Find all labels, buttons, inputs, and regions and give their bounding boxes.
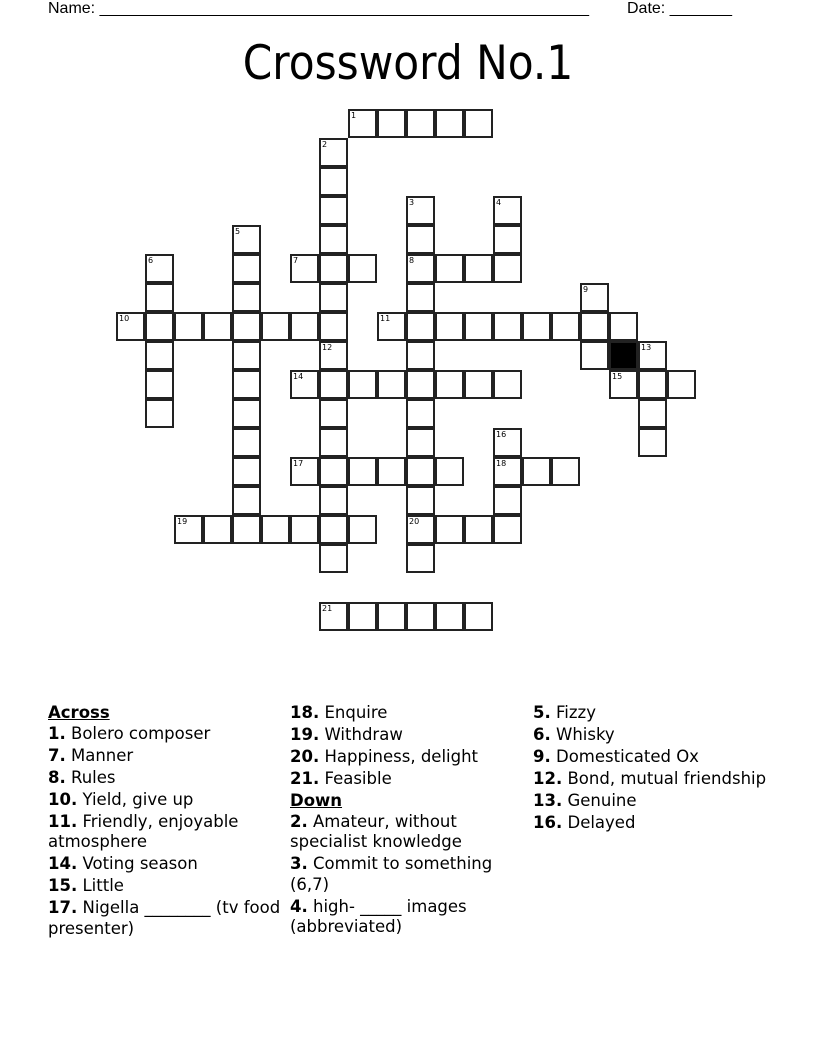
black-cell bbox=[609, 341, 638, 370]
grid-cell[interactable] bbox=[493, 225, 522, 254]
grid-cell[interactable] bbox=[174, 312, 203, 341]
grid-cell[interactable] bbox=[116, 312, 145, 341]
grid-cell[interactable] bbox=[232, 254, 261, 283]
grid-cell[interactable] bbox=[406, 428, 435, 457]
clue-across-17 bbox=[48, 898, 283, 939]
grid-cell[interactable] bbox=[290, 457, 319, 486]
grid-cell[interactable] bbox=[232, 457, 261, 486]
clue-across-11 bbox=[48, 812, 283, 853]
grid-cell[interactable] bbox=[145, 399, 174, 428]
grid-cell[interactable] bbox=[319, 312, 348, 341]
clue-number: 12. bbox=[533, 769, 563, 788]
clue-number: 16. bbox=[533, 813, 563, 832]
across-heading: Across bbox=[48, 703, 110, 722]
grid-cell[interactable] bbox=[319, 254, 348, 283]
grid-cell[interactable] bbox=[493, 486, 522, 515]
grid-cell[interactable] bbox=[232, 312, 261, 341]
clue-down-4 bbox=[290, 897, 525, 938]
cell-number: 19 bbox=[177, 517, 188, 526]
clue-number: 17. bbox=[48, 898, 78, 917]
clue-number: 11. bbox=[48, 811, 78, 831]
clue-number: 2. bbox=[290, 811, 308, 831]
grid-cell[interactable] bbox=[319, 283, 348, 312]
clue-down-2 bbox=[290, 812, 525, 853]
cell-number: 18 bbox=[496, 459, 507, 468]
cell-number: 9 bbox=[583, 285, 589, 294]
grid-cell[interactable] bbox=[551, 457, 580, 486]
grid-cell[interactable] bbox=[580, 312, 609, 341]
grid-cell[interactable] bbox=[493, 515, 522, 544]
clue-number: 10. bbox=[48, 789, 78, 809]
clue-across-21 bbox=[290, 769, 525, 790]
grid-cell[interactable] bbox=[348, 254, 377, 283]
cell-number: 11 bbox=[380, 314, 391, 323]
grid-cell[interactable] bbox=[435, 602, 464, 631]
grid-cell[interactable] bbox=[232, 283, 261, 312]
grid-cell[interactable] bbox=[435, 370, 464, 399]
grid-cell[interactable] bbox=[493, 457, 522, 486]
grid-cell[interactable] bbox=[232, 515, 261, 544]
grid-cell[interactable] bbox=[377, 602, 406, 631]
clue-number: 7. bbox=[48, 745, 66, 765]
clue-down-6 bbox=[533, 725, 768, 746]
cell-number: 7 bbox=[293, 256, 299, 265]
grid-cell[interactable] bbox=[319, 138, 348, 167]
grid-cell[interactable] bbox=[348, 515, 377, 544]
clue-text: Feasible bbox=[324, 769, 392, 788]
clue-text: Amateur, without specialist knowledge bbox=[290, 811, 462, 851]
grid-cell[interactable] bbox=[609, 370, 638, 399]
grid-cell[interactable] bbox=[464, 312, 493, 341]
grid-cell[interactable] bbox=[522, 312, 551, 341]
grid-cell[interactable] bbox=[493, 196, 522, 225]
clue-number: 21. bbox=[290, 769, 320, 788]
grid-cell[interactable] bbox=[406, 312, 435, 341]
grid-cell[interactable] bbox=[493, 370, 522, 399]
clues-column-1 bbox=[48, 703, 283, 941]
clues-column-3 bbox=[533, 703, 768, 835]
grid-cell[interactable] bbox=[348, 109, 377, 138]
clue-across-15 bbox=[48, 876, 283, 897]
grid-cell[interactable] bbox=[406, 254, 435, 283]
grid-cell[interactable] bbox=[319, 399, 348, 428]
grid-cell[interactable] bbox=[464, 109, 493, 138]
grid-cell[interactable] bbox=[406, 109, 435, 138]
clue-text: Bolero composer bbox=[71, 723, 211, 743]
grid-cell[interactable] bbox=[290, 254, 319, 283]
cell-number: 10 bbox=[119, 314, 130, 323]
grid-cell[interactable] bbox=[232, 341, 261, 370]
grid-cell[interactable] bbox=[406, 602, 435, 631]
clue-number: 6. bbox=[533, 725, 551, 744]
grid-cell[interactable] bbox=[406, 225, 435, 254]
clue-across-18 bbox=[290, 703, 525, 724]
grid-cell[interactable] bbox=[638, 428, 667, 457]
grid-cell[interactable] bbox=[551, 312, 580, 341]
clue-text: Voting season bbox=[82, 854, 198, 873]
grid-cell[interactable] bbox=[638, 341, 667, 370]
clue-text: Genuine bbox=[567, 791, 637, 810]
clue-text: Friendly, enjoyable atmosphere bbox=[48, 811, 239, 851]
clue-number: 1. bbox=[48, 723, 66, 743]
grid-cell[interactable] bbox=[145, 370, 174, 399]
cell-number: 2 bbox=[322, 140, 328, 149]
clue-text: Fizzy bbox=[556, 703, 596, 722]
clue-number: 13. bbox=[533, 791, 563, 810]
grid-cell[interactable] bbox=[464, 602, 493, 631]
clue-text: Manner bbox=[71, 745, 134, 765]
grid-cell[interactable] bbox=[638, 370, 667, 399]
grid-cell[interactable] bbox=[261, 515, 290, 544]
grid-cell[interactable] bbox=[319, 457, 348, 486]
grid-cell[interactable] bbox=[667, 370, 696, 399]
clue-text: Little bbox=[82, 876, 124, 895]
grid-cell[interactable] bbox=[377, 370, 406, 399]
clue-across-7 bbox=[48, 746, 283, 767]
clue-text: high- _____ images (abbreviated) bbox=[290, 896, 467, 936]
clue-text: Whisky bbox=[556, 725, 615, 744]
cell-number: 5 bbox=[235, 227, 241, 236]
clue-number: 5. bbox=[533, 703, 551, 722]
grid-cell[interactable] bbox=[319, 225, 348, 254]
grid-cell[interactable] bbox=[203, 312, 232, 341]
clue-text: Happiness, delight bbox=[324, 747, 479, 766]
cell-number: 6 bbox=[148, 256, 154, 265]
grid-cell[interactable] bbox=[348, 457, 377, 486]
grid-cell[interactable] bbox=[145, 312, 174, 341]
grid-cell[interactable] bbox=[232, 399, 261, 428]
grid-cell[interactable] bbox=[203, 515, 232, 544]
date-field[interactable]: Date: _______ bbox=[627, 0, 732, 17]
grid-cell[interactable] bbox=[522, 457, 551, 486]
clue-text: Nigella ________ (tv food presenter) bbox=[48, 898, 281, 938]
clue-number: 4. bbox=[290, 896, 308, 916]
grid-cell[interactable] bbox=[290, 370, 319, 399]
grid-cell[interactable] bbox=[319, 544, 348, 573]
clue-number: 8. bbox=[48, 767, 66, 787]
grid-cell[interactable] bbox=[406, 370, 435, 399]
grid-cell[interactable] bbox=[435, 109, 464, 138]
clue-text: Withdraw bbox=[324, 725, 403, 744]
clue-down-5 bbox=[533, 703, 768, 724]
grid-cell[interactable] bbox=[232, 428, 261, 457]
grid-cell[interactable] bbox=[609, 312, 638, 341]
grid-cell[interactable] bbox=[493, 312, 522, 341]
grid-cell[interactable] bbox=[319, 515, 348, 544]
grid-cell[interactable] bbox=[290, 312, 319, 341]
clue-text: Enquire bbox=[324, 703, 388, 722]
grid-cell[interactable] bbox=[232, 225, 261, 254]
page-title: Crossword No.1 bbox=[242, 36, 574, 91]
clue-across-1 bbox=[48, 724, 283, 745]
grid-cell[interactable] bbox=[493, 428, 522, 457]
clue-text: Delayed bbox=[567, 813, 636, 832]
grid-cell[interactable] bbox=[406, 457, 435, 486]
grid-cell[interactable] bbox=[261, 312, 290, 341]
cell-number: 16 bbox=[496, 430, 507, 439]
clue-down-16 bbox=[533, 813, 768, 834]
grid-cell[interactable] bbox=[435, 312, 464, 341]
clue-number: 18. bbox=[290, 703, 320, 722]
grid-cell[interactable] bbox=[406, 486, 435, 515]
clue-text: Domesticated Ox bbox=[556, 747, 699, 766]
down-heading: Down bbox=[290, 791, 343, 810]
grid-cell[interactable] bbox=[406, 515, 435, 544]
cell-number: 4 bbox=[496, 198, 502, 207]
grid-cell[interactable] bbox=[377, 457, 406, 486]
grid-cell[interactable] bbox=[580, 283, 609, 312]
name-field[interactable]: Name: _______________________________________________________ bbox=[48, 0, 589, 17]
cell-number: 17 bbox=[293, 459, 304, 468]
clue-number: 20. bbox=[290, 747, 320, 766]
grid-cell[interactable] bbox=[174, 515, 203, 544]
grid-cell[interactable] bbox=[348, 370, 377, 399]
clue-text: Yield, give up bbox=[82, 789, 194, 809]
clue-across-19 bbox=[290, 725, 525, 746]
grid-cell[interactable] bbox=[580, 341, 609, 370]
grid-cell[interactable] bbox=[406, 399, 435, 428]
clue-across-8 bbox=[48, 768, 283, 789]
clue-number: 19. bbox=[290, 725, 320, 744]
grid-cell[interactable] bbox=[464, 515, 493, 544]
grid-cell[interactable] bbox=[290, 515, 319, 544]
clue-across-10 bbox=[48, 790, 283, 811]
grid-cell[interactable] bbox=[319, 486, 348, 515]
grid-cell[interactable] bbox=[406, 283, 435, 312]
grid-cell[interactable] bbox=[464, 370, 493, 399]
grid-cell[interactable] bbox=[319, 370, 348, 399]
grid-cell[interactable] bbox=[319, 341, 348, 370]
cell-number: 12 bbox=[322, 343, 333, 352]
grid-cell[interactable] bbox=[406, 341, 435, 370]
grid-cell[interactable] bbox=[435, 457, 464, 486]
clue-down-3 bbox=[290, 854, 525, 895]
grid-cell[interactable] bbox=[377, 312, 406, 341]
grid-cell[interactable] bbox=[406, 196, 435, 225]
cell-number: 14 bbox=[293, 372, 304, 381]
cell-number: 13 bbox=[641, 343, 652, 352]
cell-number: 8 bbox=[409, 256, 415, 265]
clue-text: Bond, mutual friendship bbox=[567, 769, 767, 788]
cell-number: 1 bbox=[351, 111, 357, 120]
grid-cell[interactable] bbox=[435, 515, 464, 544]
grid-cell[interactable] bbox=[319, 428, 348, 457]
cell-number: 15 bbox=[612, 372, 623, 381]
clue-down-13 bbox=[533, 791, 768, 812]
grid-cell[interactable] bbox=[493, 254, 522, 283]
grid-cell[interactable] bbox=[232, 370, 261, 399]
grid-cell[interactable] bbox=[435, 254, 464, 283]
grid-cell[interactable] bbox=[145, 283, 174, 312]
grid-cell[interactable] bbox=[145, 341, 174, 370]
grid-cell[interactable] bbox=[406, 544, 435, 573]
clue-number: 14. bbox=[48, 854, 78, 873]
grid-cell[interactable] bbox=[319, 167, 348, 196]
grid-cell[interactable] bbox=[319, 196, 348, 225]
cell-number: 20 bbox=[409, 517, 420, 526]
clue-across-20 bbox=[290, 747, 525, 768]
clue-text: Rules bbox=[71, 767, 116, 787]
clue-number: 3. bbox=[290, 854, 308, 873]
cell-number: 3 bbox=[409, 198, 415, 207]
grid-cell[interactable] bbox=[638, 399, 667, 428]
clue-across-14 bbox=[48, 854, 283, 875]
grid-cell[interactable] bbox=[377, 109, 406, 138]
grid-cell[interactable] bbox=[348, 602, 377, 631]
grid-cell[interactable] bbox=[319, 602, 348, 631]
grid-cell[interactable] bbox=[232, 486, 261, 515]
clue-number: 15. bbox=[48, 876, 78, 895]
cell-number: 21 bbox=[322, 604, 333, 613]
clue-number: 9. bbox=[533, 747, 551, 766]
clue-text: Commit to something (6,7) bbox=[290, 854, 493, 894]
grid-cell[interactable] bbox=[145, 254, 174, 283]
grid-cell[interactable] bbox=[464, 254, 493, 283]
clue-down-12 bbox=[533, 769, 768, 790]
clue-down-9 bbox=[533, 747, 768, 768]
clues-column-2 bbox=[290, 703, 525, 939]
